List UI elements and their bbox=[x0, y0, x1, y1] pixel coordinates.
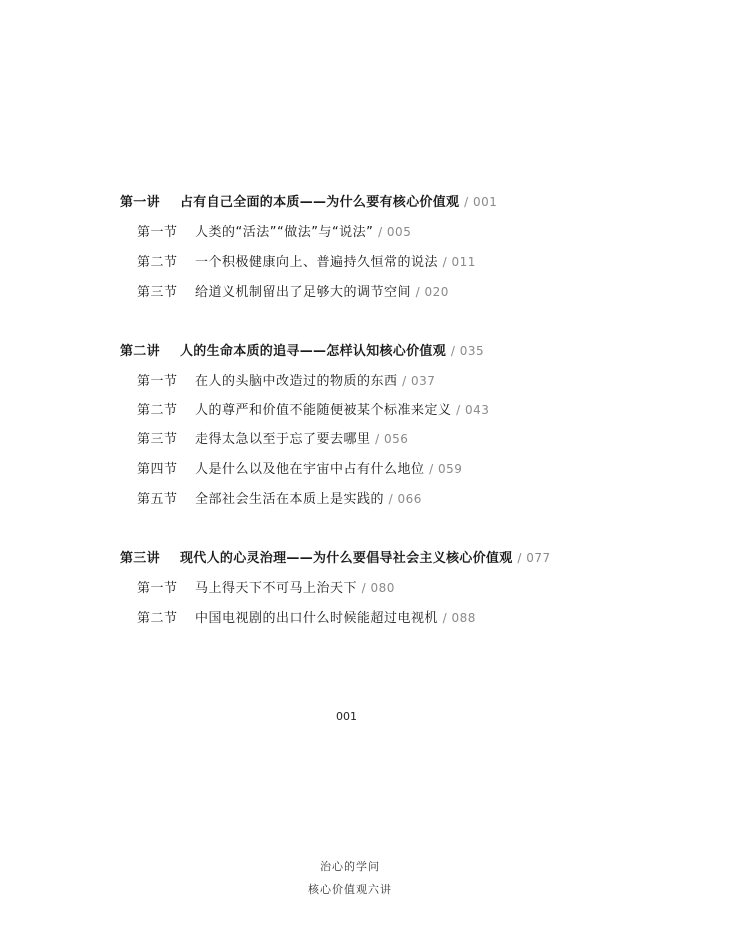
chapter-number: 第二讲 bbox=[120, 344, 160, 359]
chapter-3-heading[interactable] bbox=[120, 549, 551, 568]
section-number: 第三节 bbox=[137, 432, 178, 447]
page-number: / 011 bbox=[442, 255, 476, 269]
chapter-2-heading[interactable] bbox=[120, 342, 484, 361]
book-subtitle-footer: 核心价值观六讲 bbox=[308, 883, 392, 896]
page-number: / 020 bbox=[415, 285, 449, 299]
toc-section-entry[interactable] bbox=[137, 430, 408, 449]
page-folio: 001 bbox=[336, 710, 357, 723]
page-number: / 059 bbox=[429, 462, 463, 476]
page-number: / 077 bbox=[517, 551, 551, 565]
page-number: / 080 bbox=[361, 581, 395, 595]
toc-section-entry[interactable] bbox=[137, 223, 411, 242]
toc-section-entry[interactable] bbox=[137, 401, 489, 420]
section-number: 第一节 bbox=[137, 374, 178, 389]
chapter-title: 现代人的心灵治理——为什么要倡导社会主义核心价值观 bbox=[180, 551, 513, 566]
chapter-title: 占有自己全面的本质——为什么要有核心价值观 bbox=[180, 195, 460, 210]
page-number: / 043 bbox=[456, 403, 490, 417]
section-number: 第四节 bbox=[137, 462, 178, 477]
page-number: / 088 bbox=[442, 611, 476, 625]
section-title: 一个积极健康向上、普遍持久恒常的说法 bbox=[195, 255, 439, 270]
page-number: / 037 bbox=[402, 374, 436, 388]
chapter-number: 第一讲 bbox=[120, 195, 160, 210]
toc-section-entry[interactable] bbox=[137, 460, 462, 479]
section-title: 人的尊严和价值不能随便被某个标准来定义 bbox=[195, 403, 452, 418]
toc-section-entry[interactable] bbox=[137, 283, 449, 302]
page-number: / 066 bbox=[388, 492, 422, 506]
toc-section-entry[interactable] bbox=[137, 253, 476, 272]
section-number: 第一节 bbox=[137, 581, 178, 596]
section-title: 人类的“活法”“做法”与“说法” bbox=[195, 225, 374, 240]
section-title: 在人的头脑中改造过的物质的东西 bbox=[195, 374, 398, 389]
page-number: / 001 bbox=[464, 195, 498, 209]
section-title: 人是什么以及他在宇宙中占有什么地位 bbox=[195, 462, 425, 477]
page-number: / 005 bbox=[378, 225, 412, 239]
page-number: / 035 bbox=[450, 344, 485, 358]
chapter-number: 第三讲 bbox=[120, 551, 160, 566]
page-number: / 056 bbox=[375, 432, 409, 446]
section-title: 走得太急以至于忘了要去哪里 bbox=[195, 432, 371, 447]
chapter-title: 人的生命本质的追寻——怎样认知核心价值观 bbox=[180, 344, 447, 359]
chapter-1-heading[interactable] bbox=[120, 193, 497, 212]
toc-section-entry[interactable] bbox=[137, 579, 395, 598]
section-number: 第二节 bbox=[137, 611, 178, 626]
book-title-footer: 治心的学问 bbox=[320, 860, 380, 873]
toc-section-entry[interactable] bbox=[137, 609, 476, 628]
toc-section-entry[interactable] bbox=[137, 372, 435, 391]
section-number: 第二节 bbox=[137, 255, 178, 270]
section-title: 中国电视剧的出口什么时候能超过电视机 bbox=[195, 611, 439, 626]
section-title: 全部社会生活在本质上是实践的 bbox=[195, 492, 385, 507]
section-title: 马上得天下不可马上治天下 bbox=[195, 581, 358, 596]
section-number: 第一节 bbox=[137, 225, 178, 240]
toc-section-entry[interactable] bbox=[137, 490, 422, 509]
section-number: 第三节 bbox=[137, 285, 178, 300]
section-number: 第五节 bbox=[137, 492, 178, 507]
section-number: 第二节 bbox=[137, 403, 178, 418]
section-title: 给道义机制留出了足够大的调节空间 bbox=[195, 285, 412, 300]
